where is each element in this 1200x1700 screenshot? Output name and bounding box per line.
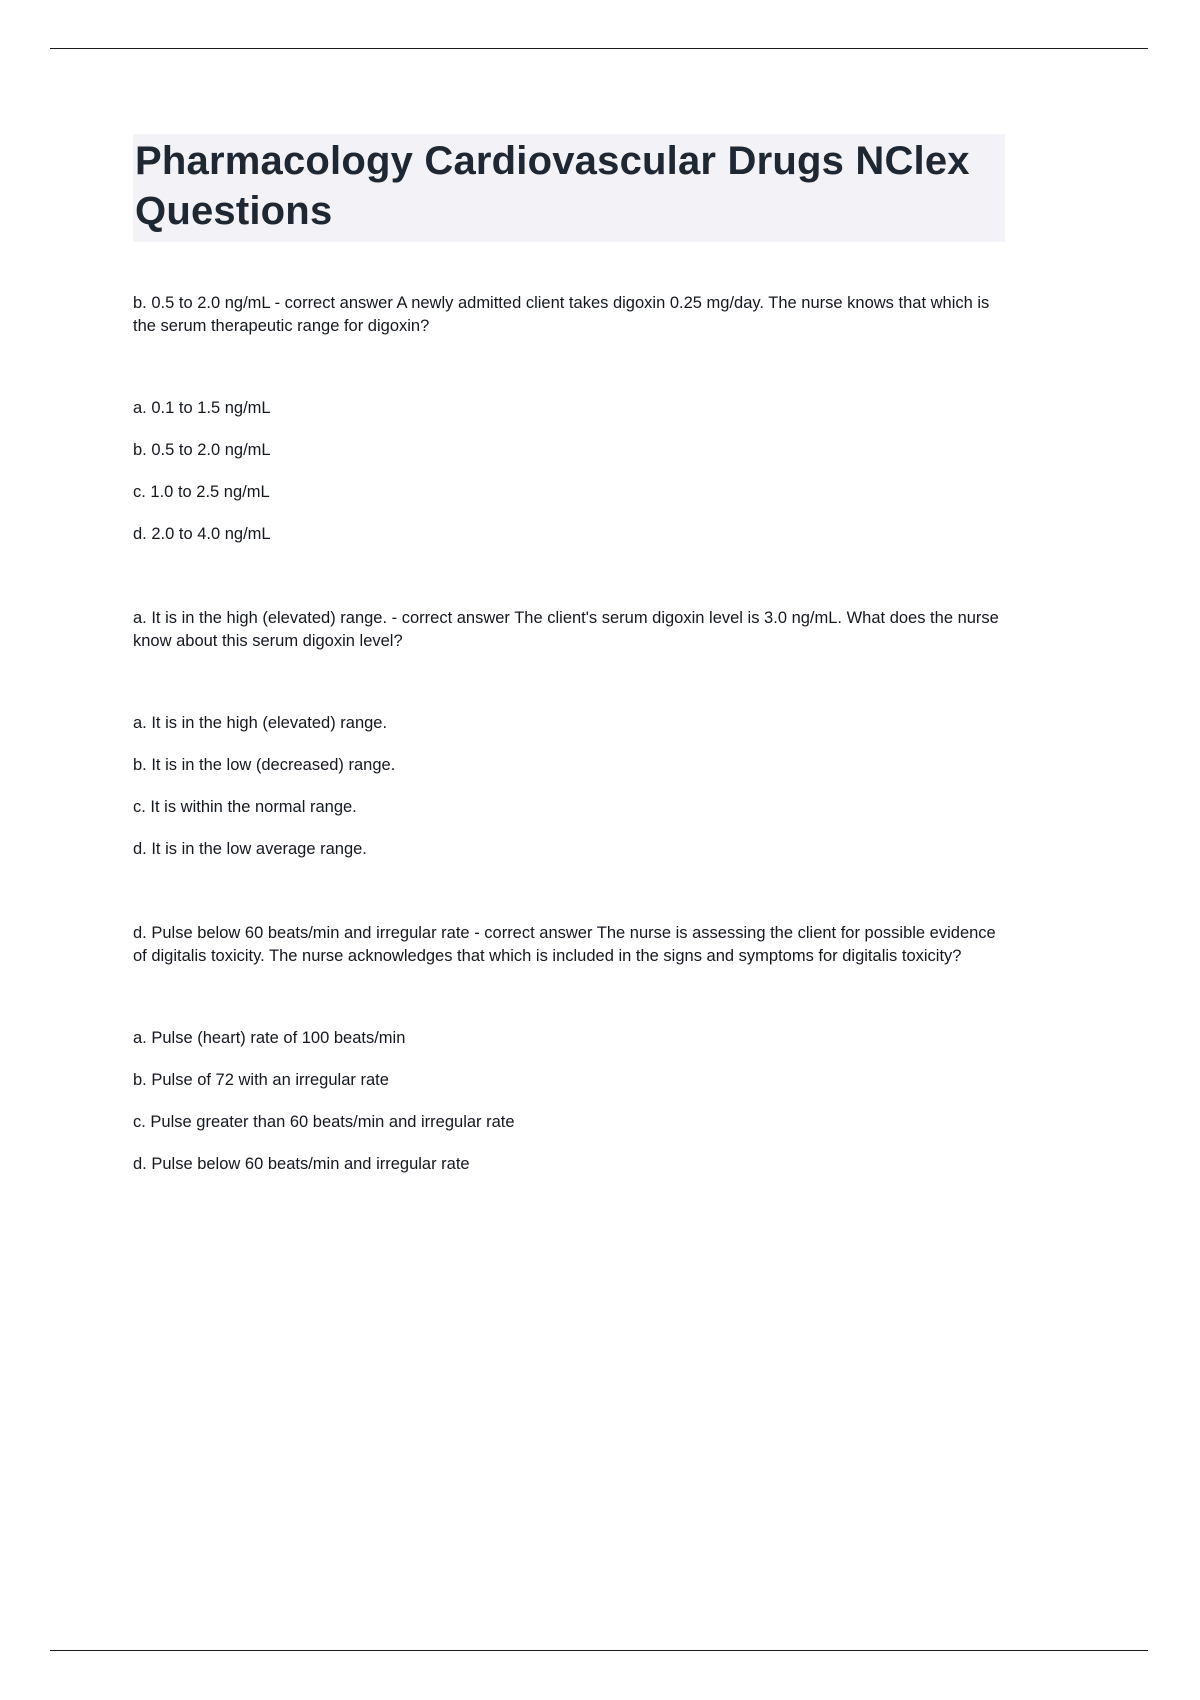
option-d: d. 2.0 to 4.0 ng/mL: [133, 524, 271, 543]
bottom-divider: [50, 1650, 1148, 1651]
option-c: c. Pulse greater than 60 beats/min and irregular rate: [133, 1112, 515, 1131]
option-d: d. It is in the low average range.: [133, 839, 367, 858]
option-a: a. Pulse (heart) rate of 100 beats/min: [133, 1028, 406, 1047]
question-block: [133, 607, 1005, 860]
option-a: a. It is in the high (elevated) range.: [133, 713, 388, 732]
question-options: [133, 1027, 1005, 1175]
question-block: [133, 922, 1005, 1175]
title-block: [133, 134, 1005, 242]
option-c: c. It is within the normal range.: [133, 797, 357, 816]
page-title: Pharmacology Cardiovascular Drugs NClex Questions: [135, 139, 970, 233]
question-prompt: b. 0.5 to 2.0 ng/mL - correct answer A newly admitted client takes digoxin 0.25 mg/day. The nurse knows that which is the serum therapeutic range for digoxin?: [133, 294, 990, 336]
option-b: b. It is in the low (decreased) range.: [133, 755, 396, 774]
question-prompt: a. It is in the high (elevated) range. - correct answer The client's serum digoxin level is 3.0 ng/mL. What does the nurse know about this serum digoxin level?: [133, 608, 999, 651]
question-block: [133, 292, 1005, 545]
option-b: b. 0.5 to 2.0 ng/mL: [133, 440, 271, 459]
option-c: c. 1.0 to 2.5 ng/mL: [133, 482, 270, 501]
option-b: b. Pulse of 72 with an irregular rate: [133, 1070, 389, 1089]
option-a: a. 0.1 to 1.5 ng/mL: [133, 398, 271, 417]
question-options: [133, 712, 1005, 860]
question-options: [133, 397, 1005, 545]
page-content: [133, 0, 1005, 1195]
option-d: d. Pulse below 60 beats/min and irregular rate: [133, 1154, 470, 1173]
question-prompt: d. Pulse below 60 beats/min and irregular rate - correct answer The nurse is assessing the client for possible evidence of digitalis toxicity. The nurse acknowledges that which is included in the signs and symptoms for digitalis toxicity?: [133, 923, 996, 966]
